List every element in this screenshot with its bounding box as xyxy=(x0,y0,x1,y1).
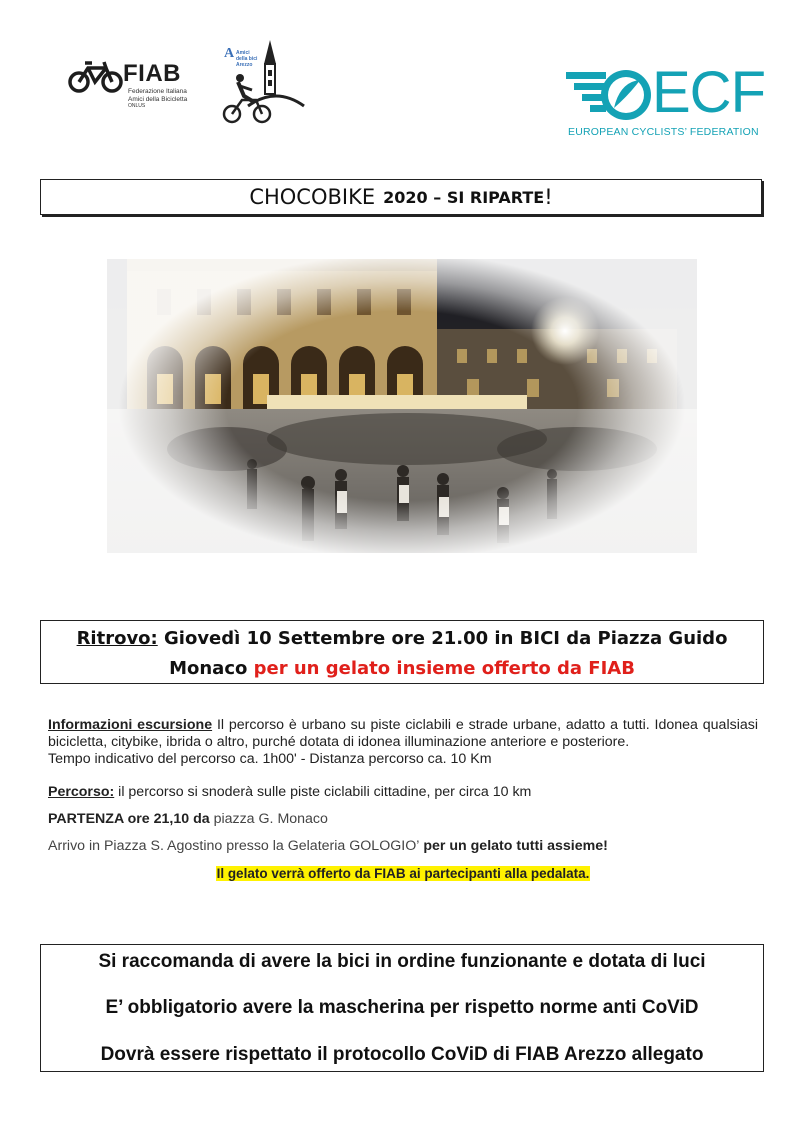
info-paragraph xyxy=(48,717,758,751)
title-subtitle: 2020 – SI RIPARTE xyxy=(383,187,545,207)
gelato-offer-highlight: Il gelato verrà offerto da FIAB ai partecipanti alla pedalata. xyxy=(216,866,590,881)
local-logo-line: Arezzo xyxy=(236,62,253,68)
route-label: Percorso: xyxy=(48,784,115,800)
fiab-logo xyxy=(68,48,198,118)
meeting-label: Ritrovo: xyxy=(76,628,158,649)
note-protocol: Dovrà essere rispettato il protocollo CoViD di FIAB Arezzo allegato xyxy=(100,1044,704,1065)
meeting-line-2 xyxy=(41,654,763,684)
local-logo-letter: A xyxy=(224,46,235,61)
fiab-subtitle-line: ONLUS xyxy=(128,103,146,109)
title-box xyxy=(40,179,762,215)
departure-place: piazza G. Monaco xyxy=(209,811,328,827)
fiab-subtitle-line: Federazione Italiana xyxy=(128,88,187,95)
fiab-subtitle-line: Amici della Bicicletta xyxy=(128,95,188,103)
route-text: il percorso si snoderà sulle piste ciclabili cittadine, per circa 10 km xyxy=(114,784,532,800)
info-text: Il percorso è urbano su piste ciclabili e strade urbane, adatto a tutti. Idonea qualsiasi bicicletta, citybike, ibrida o altro, purché dotata di idonea illuminazione anteriore e posteriore. xyxy=(48,717,758,750)
fiab-wordmark: FIAB xyxy=(123,60,181,87)
event-photo xyxy=(107,259,697,553)
ecf-wing-wheel-icon xyxy=(566,68,656,126)
time-distance: Tempo indicativo del percorso ca. 1h00' - Distanza percorso ca. 10 Km xyxy=(48,751,492,767)
note-mask: E’ obbligatorio avere la mascherina per rispetto norme anti CoViD xyxy=(105,997,699,1018)
departure-paragraph xyxy=(48,811,758,828)
route-paragraph xyxy=(48,784,758,801)
bicycle-icon xyxy=(68,60,124,94)
ecf-logo xyxy=(566,60,766,140)
highlight-paragraph xyxy=(48,865,758,883)
photo-vignette xyxy=(107,259,697,553)
amici-bici-arezzo-logo xyxy=(218,34,306,126)
arrival-paragraph xyxy=(48,838,758,855)
ecf-subtitle: EUROPEAN CYCLISTS’ FEDERATION xyxy=(568,126,759,138)
local-logo-text xyxy=(236,50,272,68)
info-label: Informazioni escursione xyxy=(48,717,213,733)
local-logo-line: della bici xyxy=(236,56,258,62)
excursion-details xyxy=(48,717,758,883)
meeting-place-end: Monaco xyxy=(169,658,254,679)
meeting-box xyxy=(40,620,764,684)
arrival-purpose: per un gelato tutti assieme! xyxy=(419,838,608,854)
note-lights: Si raccomanda di avere la bici in ordine funzionante e dotata di luci xyxy=(98,951,706,972)
departure-time: PARTENZA ore 21,10 da xyxy=(48,811,210,827)
meeting-date-place: Giovedì 10 Settembre ore 21.00 in BICI da Piazza Guido xyxy=(157,628,728,649)
local-logo-line: Amici xyxy=(236,50,250,56)
fiab-subtitle xyxy=(128,88,208,111)
meeting-offer: per un gelato insieme offerto da FIAB xyxy=(253,658,635,679)
meeting-line-1 xyxy=(41,624,763,654)
recommendations-box xyxy=(40,944,764,1072)
title-main: CHOCOBIKE xyxy=(249,185,376,209)
ecf-wordmark: ECF xyxy=(652,60,765,125)
arrival-place: Arrivo in Piazza S. Agostino presso la Gelateria GOLOGIO’ xyxy=(48,838,420,854)
title-exclamation: ! xyxy=(544,185,553,209)
